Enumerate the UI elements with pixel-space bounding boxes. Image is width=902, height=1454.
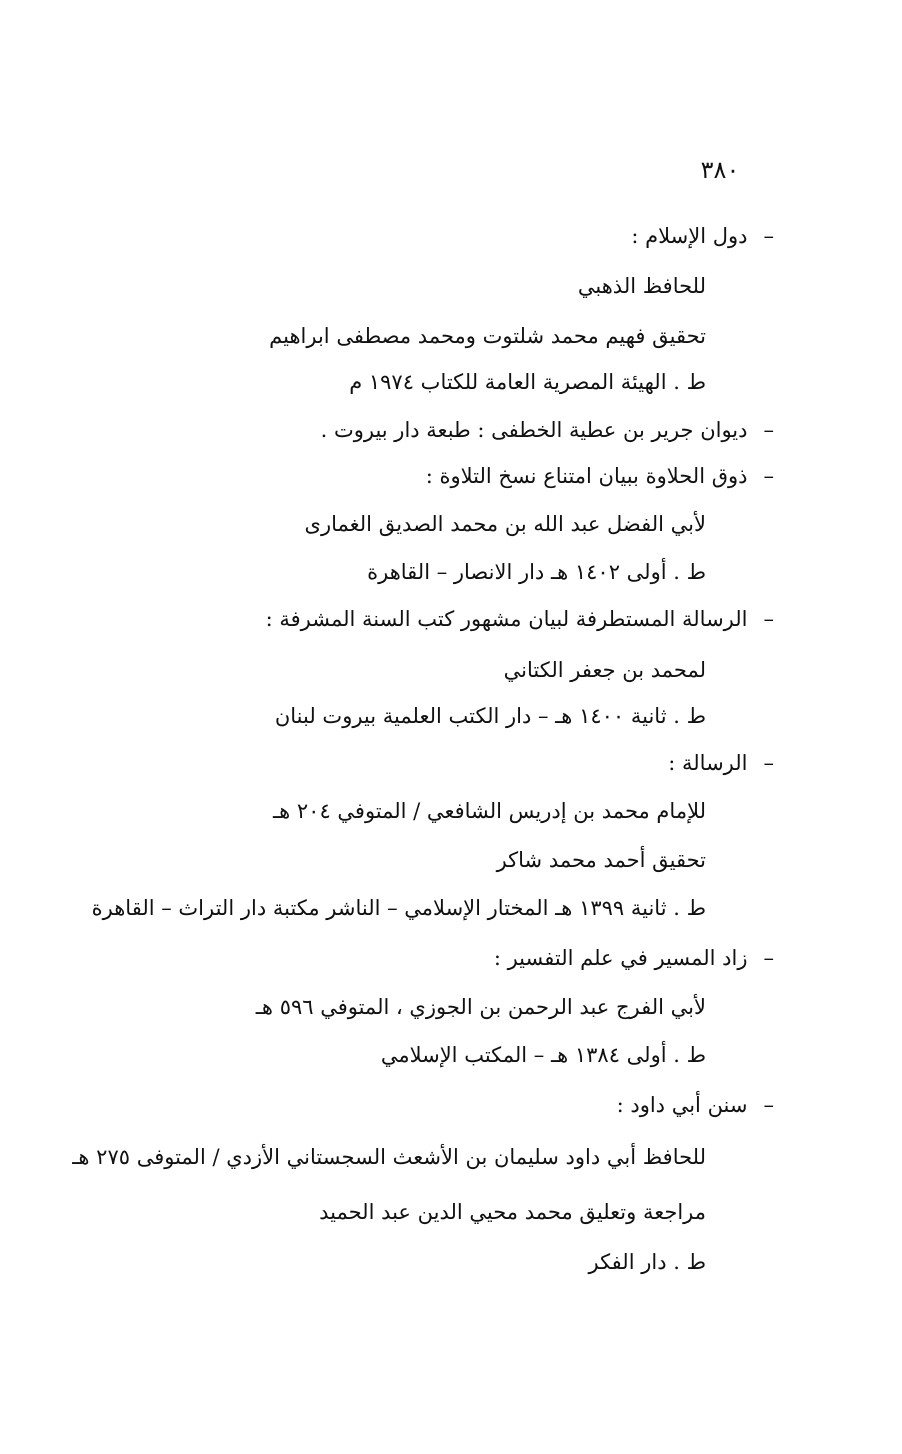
entry-detail-line: ط . الهيئة المصرية العامة للكتاب ١٩٧٤ م bbox=[349, 370, 706, 394]
entry-dash: – bbox=[763, 1093, 774, 1117]
entry-detail-line: لأبي الفضل عبد الله بن محمد الصديق الغمارى bbox=[304, 512, 706, 536]
entry-title: زاد المسير في علم التفسير : bbox=[493, 946, 748, 970]
entry-title-line bbox=[266, 597, 774, 641]
entry-title-line bbox=[631, 214, 774, 258]
entry-dash: – bbox=[763, 946, 774, 970]
entry-detail-line: ط . ثانية ١٤٠٠ هـ – دار الكتب العلمية بيروت لبنان bbox=[274, 704, 706, 728]
entry-dash: – bbox=[763, 751, 774, 775]
entry-title-line bbox=[668, 741, 774, 785]
entry-title: الرسالة : bbox=[668, 751, 748, 775]
entry-detail-line: ط . أولى ١٤٠٢ هـ دار الانصار – القاهرة bbox=[367, 560, 706, 584]
entry-detail-line: تحقيق فهيم محمد شلتوت ومحمد مصطفى ابراهيم bbox=[269, 324, 706, 348]
entry-dash: – bbox=[763, 464, 774, 488]
entry-detail-line: للحافظ الذهبي bbox=[577, 274, 706, 298]
entry-detail-line: لأبي الفرج عبد الرحمن بن الجوزي ، المتوفي ٥٩٦ هـ bbox=[255, 995, 706, 1019]
entry-dash: – bbox=[763, 224, 774, 248]
entry-detail-line: ط . ثانية ١٣٩٩ هـ المختار الإسلامي – الناشر مكتبة دار التراث – القاهرة bbox=[91, 896, 706, 920]
entry-detail-line: تحقيق أحمد محمد شاكر bbox=[496, 848, 706, 872]
entry-title: سنن أبي داود : bbox=[616, 1093, 748, 1117]
entry-detail-line: مراجعة وتعليق محمد محيي الدين عبد الحميد bbox=[319, 1200, 706, 1224]
page-number: ٣٨٠ bbox=[700, 156, 740, 184]
entry-detail-line: للحافظ أبي داود سليمان بن الأشعث السجستاني الأزدي / المتوفى ٢٧٥ هـ bbox=[72, 1145, 706, 1169]
entry-title: ذوق الحلاوة ببيان امتناع نسخ التلاوة : bbox=[425, 464, 748, 488]
entry-detail-line: للإمام محمد بن إدريس الشافعي / المتوفي ٢٠٤ هـ bbox=[272, 799, 706, 823]
entry-title: دول الإسلام : bbox=[631, 224, 748, 248]
entry-title-line bbox=[494, 936, 774, 980]
entry-dash: – bbox=[763, 418, 774, 442]
entry-title: ديوان جرير بن عطية الخطفى : طبعة دار بيروت . bbox=[320, 418, 748, 442]
entry-detail-line: ط . أولى ١٣٨٤ هـ – المكتب الإسلامي bbox=[380, 1043, 706, 1067]
entry-title: الرسالة المستطرفة لبيان مشهور كتب السنة المشرفة : bbox=[265, 607, 748, 631]
entry-detail-line: لمحمد بن جعفر الكتاني bbox=[503, 658, 706, 682]
entry-title-line bbox=[321, 408, 774, 452]
entry-detail-line: ط . دار الفكر bbox=[588, 1250, 706, 1274]
entry-dash: – bbox=[763, 607, 774, 631]
entry-title-line bbox=[426, 454, 774, 498]
entry-title-line bbox=[617, 1083, 774, 1127]
